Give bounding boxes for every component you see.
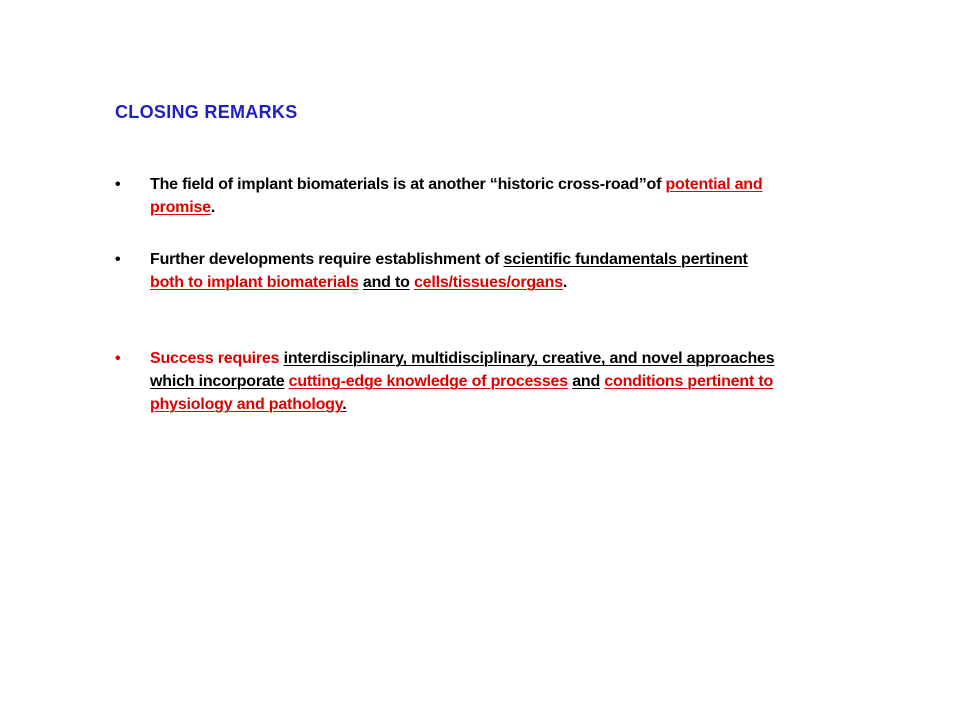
bullet-text-segment: Further developments require establishment of bbox=[150, 251, 504, 268]
bullet-text-segment: . bbox=[562, 274, 568, 291]
bullet-text-segment: both to implant biomaterials bbox=[150, 274, 359, 291]
bullet-text-segment: conditions pertinent to physiology and pathology bbox=[150, 373, 774, 413]
bullet-text-segment: . bbox=[210, 199, 216, 216]
bullet-text bbox=[150, 248, 775, 294]
bullet-text-segment: and to bbox=[362, 274, 410, 291]
bullet-text-segment: cells/tissues/organs bbox=[413, 274, 563, 291]
bullet-text-segment: scientific fundamentals pertinent bbox=[503, 251, 748, 268]
bullet-text-segment: and bbox=[572, 373, 601, 390]
bullet-text-segment: . bbox=[342, 396, 347, 413]
bullet-text-segment: The field of implant biomaterials is at another “historic cross-road”of bbox=[150, 176, 666, 193]
slide-title: CLOSING REMARKS bbox=[115, 102, 298, 122]
bullet-text-segment: cutting-edge knowledge of processes bbox=[288, 373, 568, 390]
bullet-text-segment: potential and promise bbox=[150, 176, 763, 216]
bullet-marker: • bbox=[115, 176, 121, 193]
bullet-marker: • bbox=[115, 251, 121, 268]
bullet-text-segment: Success requires bbox=[150, 350, 284, 367]
bullet-text bbox=[150, 173, 775, 219]
bullet-text-segment: interdisciplinary, multidisciplinary, creative, and novel approaches which incorporate bbox=[150, 350, 775, 390]
bullet-marker: • bbox=[115, 350, 121, 367]
bullet-text bbox=[150, 347, 775, 416]
